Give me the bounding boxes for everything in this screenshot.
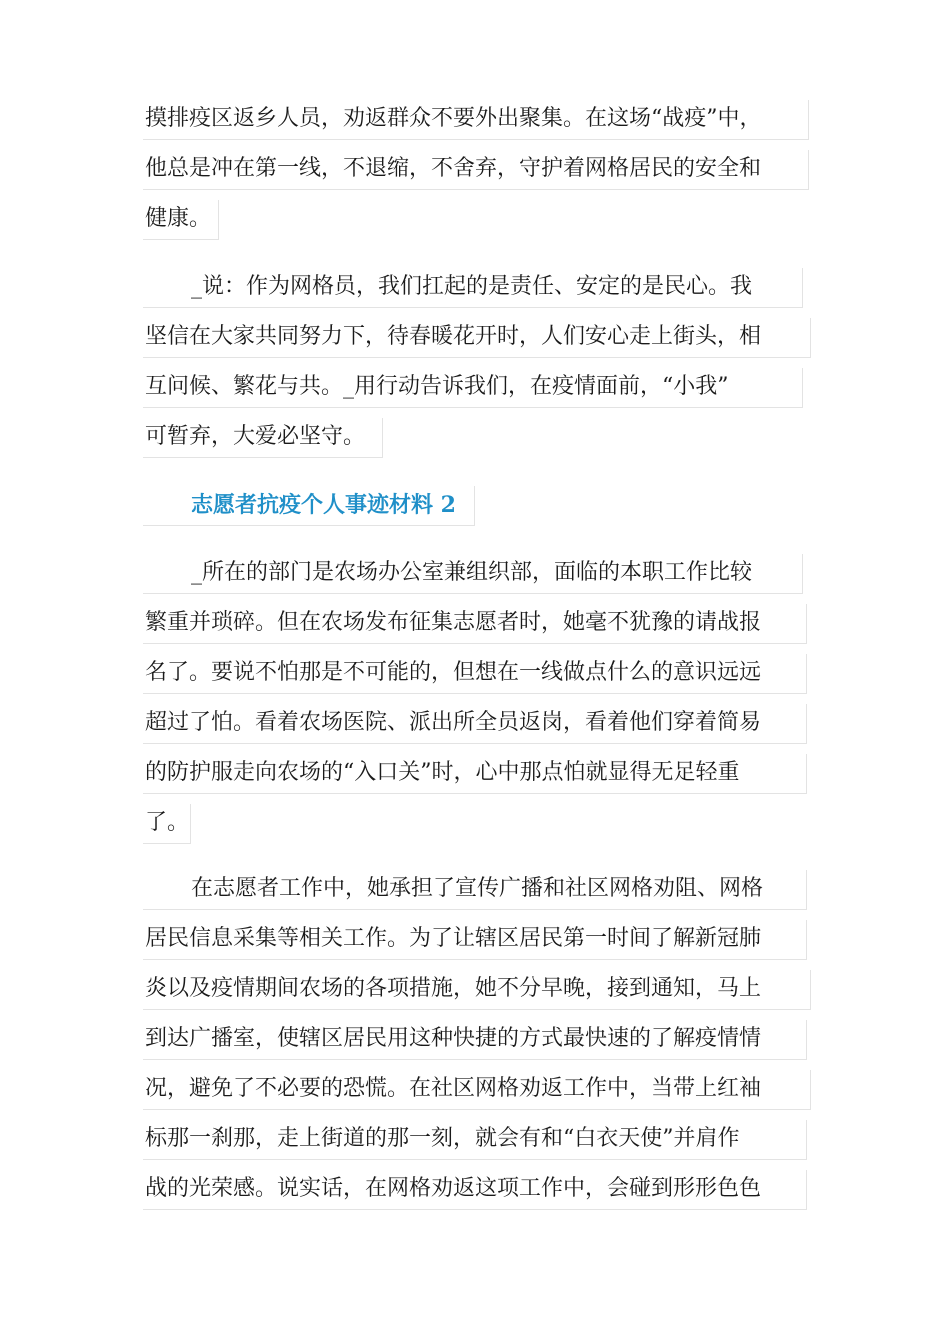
text-line: 了。 [143,804,191,844]
text-line: 炎以及疫情期间农场的各项措施，她不分早晚，接到通知，马上 [143,970,811,1010]
text-line: 摸排疫区返乡人员，劝返群众不要外出聚集。在这场“战疫”中， [143,100,809,140]
text-line: 互问候、繁花与共。_用行动告诉我们，在疫情面前，“小我” [143,368,803,408]
text-line: 标那一刹那，走上街道的那一刻，就会有和“白衣天使”并肩作 [143,1120,807,1160]
text-line: 他总是冲在第一线，不退缩，不舍弃，守护着网格居民的安全和 [143,150,809,190]
text-line: 可暂弃，大爱必坚守。 [143,418,383,458]
text-line: 况，避免了不必要的恐慌。在社区网格劝返工作中，当带上红袖 [143,1070,811,1110]
text-line: 战的光荣感。说实话，在网格劝返这项工作中，会碰到形形色色 [143,1170,807,1210]
text-line: 繁重并琐碎。但在农场发布征集志愿者时，她毫不犹豫的请战报 [143,604,807,644]
text-line: 坚信在大家共同努力下，待春暖花开时，人们安心走上街头，相 [143,318,811,358]
text-line: _所在的部门是农场办公室兼组织部，面临的本职工作比较 [143,554,803,594]
text-line: 超过了怕。看着农场医院、派出所全员返岗，看着他们穿着简易 [143,704,807,744]
text-line: 健康。 [143,200,219,240]
text-line: 的防护服走向农场的“入口关”时，心中那点怕就显得无足轻重 [143,754,807,794]
section-heading: 志愿者抗疫个人事迹材料 2 [143,486,475,526]
text-line: 居民信息采集等相关工作。为了让辖区居民第一时间了解新冠肺 [143,920,807,960]
text-line: 在志愿者工作中，她承担了宣传广播和社区网格劝阻、网格 [143,870,807,910]
text-line: _说：作为网格员，我们扛起的是责任、安定的是民心。我 [143,268,803,308]
text-line: 到达广播室，使辖区居民用这种快捷的方式最快速的了解疫情情 [143,1020,807,1060]
text-line: 名了。要说不怕那是不可能的，但想在一线做点什么的意识远远 [143,654,807,694]
